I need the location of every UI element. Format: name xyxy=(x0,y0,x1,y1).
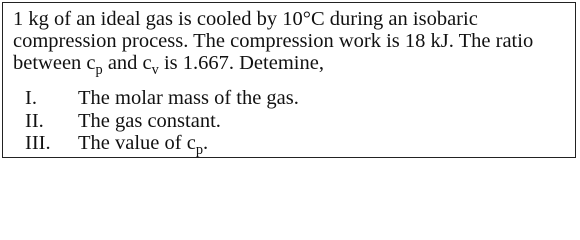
list-item xyxy=(25,132,299,157)
problem-line-2: compression process. The compression work is 18 kJ. The ratio xyxy=(13,30,534,52)
line3-prefix: between c xyxy=(13,52,96,74)
item-text: The molar mass of the gas. xyxy=(78,87,299,109)
line3-mid: and c xyxy=(102,52,152,74)
problem-statement xyxy=(13,8,571,79)
problem-line-3 xyxy=(13,52,571,79)
item-text-suffix: . xyxy=(203,132,209,154)
question-list xyxy=(25,87,299,157)
cp-subscript: p xyxy=(95,62,103,79)
list-item xyxy=(25,110,299,133)
item-number: I. xyxy=(25,87,37,109)
item-text xyxy=(78,132,208,157)
item-number: II. xyxy=(25,109,44,132)
line3-suffix: is 1.667. Detemine, xyxy=(158,52,324,74)
problem-box xyxy=(2,2,576,158)
problem-line-1: 1 kg of an ideal gas is cooled by 10°C during an isobaric xyxy=(13,8,478,30)
item-number: III. xyxy=(25,132,51,154)
cv-subscript: v xyxy=(151,62,159,79)
list-item xyxy=(25,87,299,110)
item-text-prefix: The value of c xyxy=(78,132,196,154)
item-text: The gas constant. xyxy=(78,109,221,132)
cp-subscript: p xyxy=(195,142,203,159)
